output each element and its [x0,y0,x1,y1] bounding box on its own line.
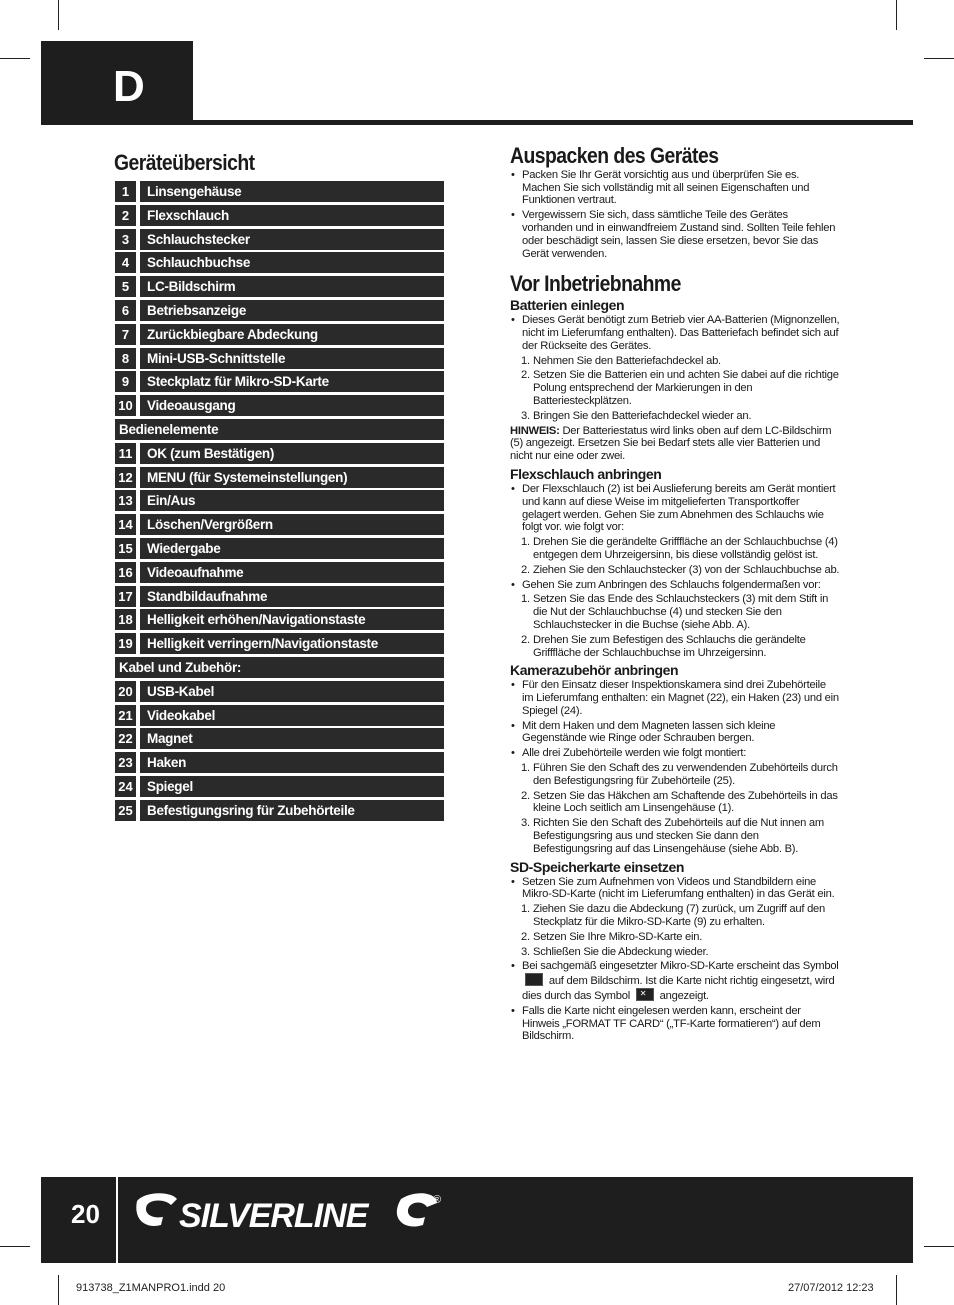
step-item: 2. Drehen Sie zum Befestigen des Schlauchs die gerändelte Grifffläche der Schlauchbuchse im Uhrzeigersinn. [521,633,806,659]
part-number: 5 [115,276,136,297]
part-number: 15 [115,538,136,559]
part-label: Helligkeit erhöhen/Navigationstaste [140,609,444,630]
part-label: Zurückbiegbare Abdeckung [140,324,444,345]
svg-text:SILVERLINE: SILVERLINE [179,1197,368,1235]
table-section-header [115,419,444,443]
crop-mark [924,58,954,59]
part-number: 25 [115,800,136,821]
table-row [115,705,444,729]
part-number: 13 [115,490,136,511]
part-label: Standbildaufnahme [140,586,444,607]
hose-heading: Flexschlauch anbringen [510,465,662,482]
part-label: Wiedergabe [140,538,444,559]
step-item: 3. Richten Sie den Schaft des Zubehörteils auf die Nut innen am Befestigungsring aus und stecken Sie dann den Befestigungsring auf das Linsengehäuse (siehe Abb. B). [521,817,824,855]
crop-mark [896,0,897,30]
table-row [115,467,444,491]
step-item: 1. Drehen Sie die gerändelte Grifffläche an der Schlauchbuchse (4) entgegen dem Uhrzeigersinn, bis diese vollständig gelöst ist. [521,536,838,561]
date-info: 27/07/2012 12:23 [788,1282,874,1294]
table-row [115,229,444,253]
section-label: Kabel und Zubehör: [115,657,444,678]
table-row [115,324,444,348]
page-number: 20 [71,1199,100,1229]
note: HINWEIS: Der Batteriestatus wird links oben auf dem LC-Bildschirm (5) angezeigt. Ersetzen Sie bei Bedarf stets alle vier Batterien und nicht nur eine oder zwei. [510,424,832,463]
file-info: 913738_Z1MANPRO1.indd 20 [76,1282,226,1294]
table-row [115,586,444,610]
list-item: • Für den Einsatz dieser Inspektionskamera sind drei Zubehörteile im Lieferumfang enthalten: ein Magnet (22), ein Haken (23) und ein Spiegel (24). [510,679,840,717]
table-row [115,800,444,824]
table-row [115,371,444,395]
section-tab [41,41,193,122]
table-row [115,300,444,324]
step-item: 2. Setzen Sie Ihre Mikro-SD-Karte ein. [521,930,703,943]
part-number: 19 [115,633,136,654]
part-label: Steckplatz für Mikro-SD-Karte [140,371,444,392]
parts-table [115,181,444,824]
list-item: • Packen Sie Ihr Gerät vorsichtig aus und überprüfen Sie es. Machen Sie sich vollständig mit all seinen Eigenschaften und Funktionen vertraut. [510,169,840,207]
part-label: Videokabel [140,705,444,726]
table-row [115,252,444,276]
part-label: Betriebsanzeige [140,300,444,321]
part-label: Löschen/Vergrößern [140,514,444,535]
table-row [115,562,444,586]
part-label: Schlauchbuchse [140,252,444,273]
step-item: 2. Setzen Sie die Batterien ein und achten Sie dabei auf die richtige Polung entsprechend der Markierungen in den Batteriesteckplätzen. [521,369,839,407]
list-item: • Dieses Gerät benötigt zum Betrieb vier AA-Batterien (Mignonzellen, nicht im Lieferumfang enthalten). Das Batteriefach befindet sich auf der Rückseite des Gerätes. [510,314,840,352]
part-label: Flexschlauch [140,205,444,226]
list-item: • Vergewissern Sie sich, dass sämtliche Teile des Gerätes vorhanden und in einwandfreiem Zustand sind. Sollten Teile fehlen oder beschädigt sein, lassen Sie diese ersetzen, bevor Sie das Gerät verwenden. [510,209,840,260]
part-label: Schlauchstecker [140,229,444,250]
part-number: 23 [115,752,136,773]
table-row [115,181,444,205]
part-label: Magnet [140,728,444,749]
step-item: 2. Setzen Sie das Häkchen am Schaftende des Zubehörteils in das kleine Loch seitlich am Linsengehäuse (1). [521,789,838,815]
step-item: 3. Schließen Sie die Abdeckung wieder. [521,945,709,958]
part-number: 24 [115,776,136,797]
part-number: 2 [115,205,136,226]
step-item: 3. Bringen Sie den Batteriefachdeckel wieder an. [521,409,752,422]
crop-mark [0,1246,30,1247]
step-item: 1. Ziehen Sie dazu die Abdeckung (7) zurück, um Zugriff auf den Steckplatz für die Mikro-SD-Karte (9) zu erhalten. [521,903,826,929]
crop-mark [896,1275,897,1305]
step-item: 1. Führen Sie den Schaft des zu verwendenden Zubehörteils durch den Befestigungsring für Zubehörteile (25). [521,762,838,787]
part-label: Videoaufnahme [140,562,444,583]
list-item: • Alle drei Zubehörteile werden wie folgt montiert: [510,747,840,760]
part-number: 22 [115,728,136,749]
table-row [115,276,444,300]
part-number: 10 [115,395,136,416]
part-number: 12 [115,467,136,488]
list-item: • Gehen Sie zum Anbringen des Schlauchs folgendermaßen vor: [510,579,840,592]
table-section-header [115,657,444,681]
part-label: MENU (für Systemeinstellungen) [140,467,444,488]
camera-heading: Kamerazubehör anbringen [510,662,679,679]
list-item: • Mit dem Haken und dem Magneten lassen sich kleine Gegenstände wie Ringe oder Schrauben bergen. [510,720,840,746]
table-row [115,728,444,752]
table-row [115,633,444,657]
part-number: 1 [115,181,136,202]
list-item: • Falls die Karte nicht eingelesen werden kann, erscheint der Hinweis „FORMAT TF CARD“ („TF-Karte formatieren“) auf dem Bildschirm. [510,1005,840,1043]
header-rule [41,120,913,125]
table-row [115,205,444,229]
before-use-title: Vor Inbetriebnahme [510,271,681,297]
sd-card-ok-icon [525,973,543,986]
part-number: 6 [115,300,136,321]
part-number: 11 [115,443,136,464]
right-column [510,143,840,1045]
table-row [115,538,444,562]
list-item: • Setzen Sie zum Aufnehmen von Videos und Standbildern eine Mikro-SD-Karte (nicht im Lieferumfang enthalten) in das Gerät ein. [510,876,840,902]
part-label: Spiegel [140,776,444,797]
part-label: LC-Bildschirm [140,276,444,297]
overview-title: Geräteübersicht [114,150,255,175]
footer-bar [41,1177,913,1263]
table-row [115,752,444,776]
table-row [115,776,444,800]
list-item: • Der Flexschlauch (2) ist bei Auslieferung bereits am Gerät montiert und kann auf diese Weise im mitgelieferten Transportkoffer gelagert werden. Gehen Sie zum Abnehmen des Schlauchs wie folgt vor. wie folgt vor: [510,483,840,534]
part-label: Ein/Aus [140,490,444,511]
table-row [115,609,444,633]
part-label: OK (zum Bestätigen) [140,443,444,464]
crop-mark [58,1275,59,1305]
part-number: 14 [115,514,136,535]
part-number: 21 [115,705,136,726]
table-row [115,514,444,538]
part-number: 7 [115,324,136,345]
table-row [115,490,444,514]
part-number: 3 [115,229,136,250]
sd-heading: SD-Speicherkarte einsetzen [510,858,685,875]
step-item: 1. Setzen Sie das Ende des Schlauchsteckers (3) mit dem Stift in die Nut der Schlauchbuchse (4) und stecken Sie den Schlauchstecker in die Buchse (siehe Abb. A). [521,593,829,631]
part-number: 20 [115,681,136,702]
sd-card-error-icon [636,988,654,1001]
part-label: Mini-USB-Schnittstelle [140,348,444,369]
part-number: 8 [115,348,136,369]
part-label: Videoausgang [140,395,444,416]
part-label: Helligkeit verringern/Navigationstaste [140,633,444,654]
step-item: 2. Ziehen Sie den Schlauchstecker (3) von der Schlauchbuchse ab. [521,563,840,576]
svg-text:®: ® [433,1194,442,1206]
silverline-logo [133,1189,478,1244]
unpacking-title: Auspacken des Gerätes [510,143,719,168]
crop-mark [58,0,59,30]
table-row [115,443,444,467]
part-label: USB-Kabel [140,681,444,702]
section-letter: D [113,62,145,111]
part-number: 16 [115,562,136,583]
crop-mark [0,58,30,59]
step-item: 1. Nehmen Sie den Batteriefachdeckel ab. [521,354,721,367]
part-label: Linsengehäuse [140,181,444,202]
part-number: 17 [115,586,136,607]
crop-mark [924,1246,954,1247]
part-label: Haken [140,752,444,773]
table-row [115,395,444,419]
table-row [115,348,444,372]
part-number: 9 [115,371,136,392]
section-label: Bedienelemente [115,419,444,440]
part-number: 18 [115,609,136,630]
list-item: • Bei sachgemäß eingesetzter Mikro-SD-Karte erscheint das Symbol auf dem Bildschirm. Ist die Karte nicht richtig eingesetzt, wird dies durch das Symbol ✕ angezeigt. [510,960,840,1002]
part-label: Befestigungsring für Zubehörteile [140,800,444,821]
table-row [115,681,444,705]
part-number: 4 [115,252,136,273]
footer-divider [116,1177,118,1263]
batteries-heading: Batterien einlegen [510,297,625,314]
